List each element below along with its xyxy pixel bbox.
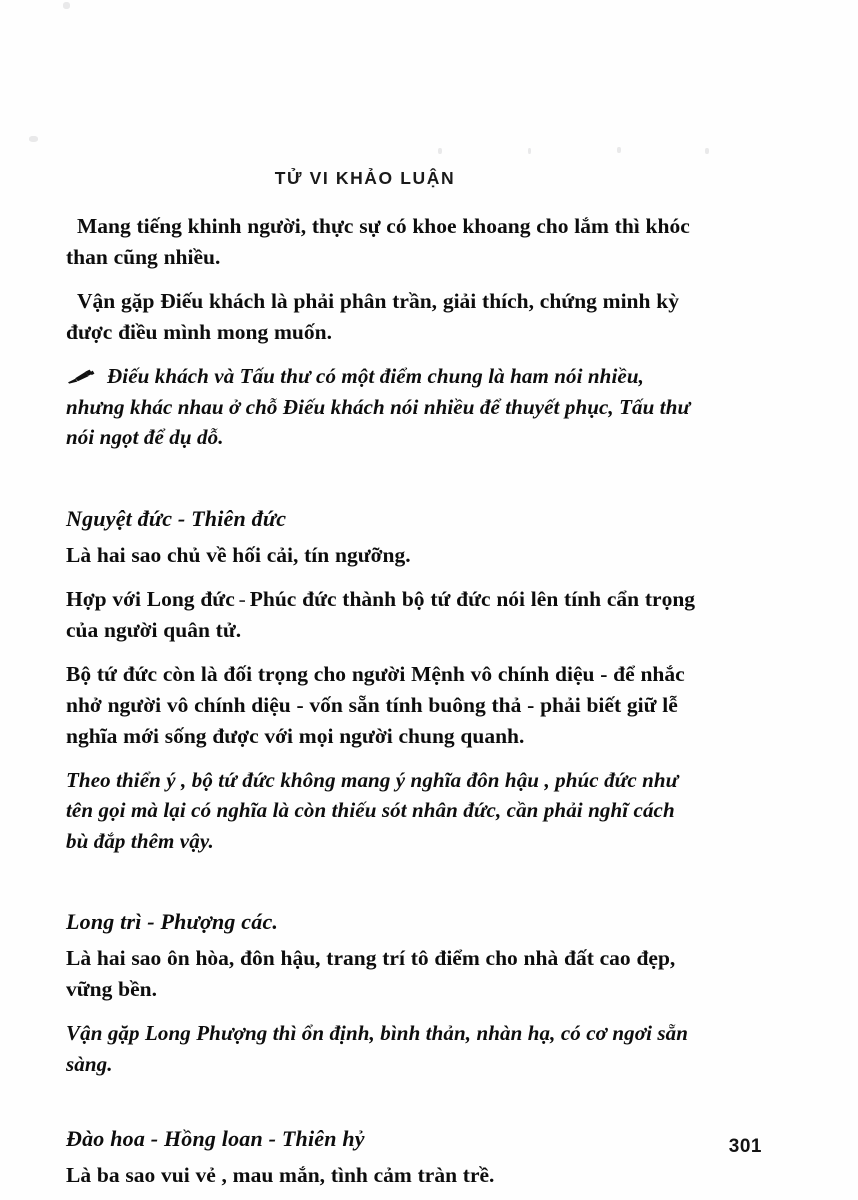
- scan-speck: [705, 148, 709, 154]
- dash-separator: -: [238, 586, 246, 611]
- section-2-paragraph-1: Là hai sao ôn hòa, đôn hậu, trang trí tô điểm cho nhà đất cao đẹp, vững bền.: [66, 946, 676, 1001]
- section-spacer: [66, 1084, 698, 1124]
- section-1-paragraph-4: Theo thiển ý , bộ tứ đức không mang ý nghĩa đôn hậu , phúc đức như tên gọi mà lại có nghĩa là còn thiếu sót nhân đức, cần phải nghĩ cách bù đắp thêm vậy.: [66, 767, 679, 853]
- page-content: [66, 168, 698, 1196]
- scan-speck: [63, 2, 70, 9]
- section-2-paragraph-2: Vận gặp Long Phượng thì ổn định, bình thản, nhàn hạ, có cơ ngơi sẵn sàng.: [66, 1021, 689, 1076]
- page-number: 301: [728, 1136, 762, 1157]
- section-heading-nguyet-duc: Nguyệt đức - Thiên đức: [66, 505, 287, 531]
- section-1-paragraph-2-before: Hợp với Long đức: [66, 586, 235, 611]
- scan-speck: [617, 147, 621, 153]
- section-1-paragraph-2: [66, 584, 698, 646]
- section-spacer: [66, 458, 698, 504]
- paragraph-3-note: [66, 361, 698, 453]
- section-3-paragraph-1: Là ba sao vui vẻ , mau mắn, tình cảm tràn trề.: [66, 1163, 495, 1187]
- section-1-paragraph-3: Bộ tứ đức còn là đối trọng cho người Mệnh vô chính diệu - để nhắc nhở người vô chính diệu - vốn sẵn tính buông thả - phải biết giữ lễ nghĩa mới sống được với mọi người chung quanh.: [66, 661, 685, 748]
- section-1-paragraph-1: Là hai sao chủ về hối cải, tín ngưỡng.: [66, 542, 411, 567]
- paragraph-1: Mang tiếng khinh người, thực sự có khoe khoang cho lắm thì khóc than cũng nhiều.: [66, 214, 690, 269]
- section-1-paragraph-2-after: Phúc đức thành bộ tứ đức nói lên tính cẩn trọng của người quân tử.: [66, 586, 696, 642]
- section-spacer: [66, 861, 698, 907]
- paragraph-2: Vận gặp Điếu khách là phải phân trần, giải thích, chứng minh kỳ được điều mình mong muốn.: [66, 289, 679, 344]
- pen-nib-icon: [66, 369, 96, 385]
- paragraph-3-text: Điếu khách và Tấu thư có một điểm chung là ham nói nhiều, nhưng khác nhau ở chỗ Điếu khách nói nhiều để thuyết phục, Tấu thư nói ngọt để dụ dỗ.: [66, 364, 691, 449]
- scan-speck: [438, 148, 442, 154]
- running-head: TỬ VI KHẢO LUẬN: [274, 168, 456, 188]
- scan-speck: [528, 148, 531, 154]
- section-heading-dao-hoa: Đào hoa - Hồng loan - Thiên hỷ: [66, 1126, 365, 1151]
- section-heading-long-tri: Long trì - Phượng các.: [66, 909, 279, 934]
- scan-speck: [29, 136, 38, 142]
